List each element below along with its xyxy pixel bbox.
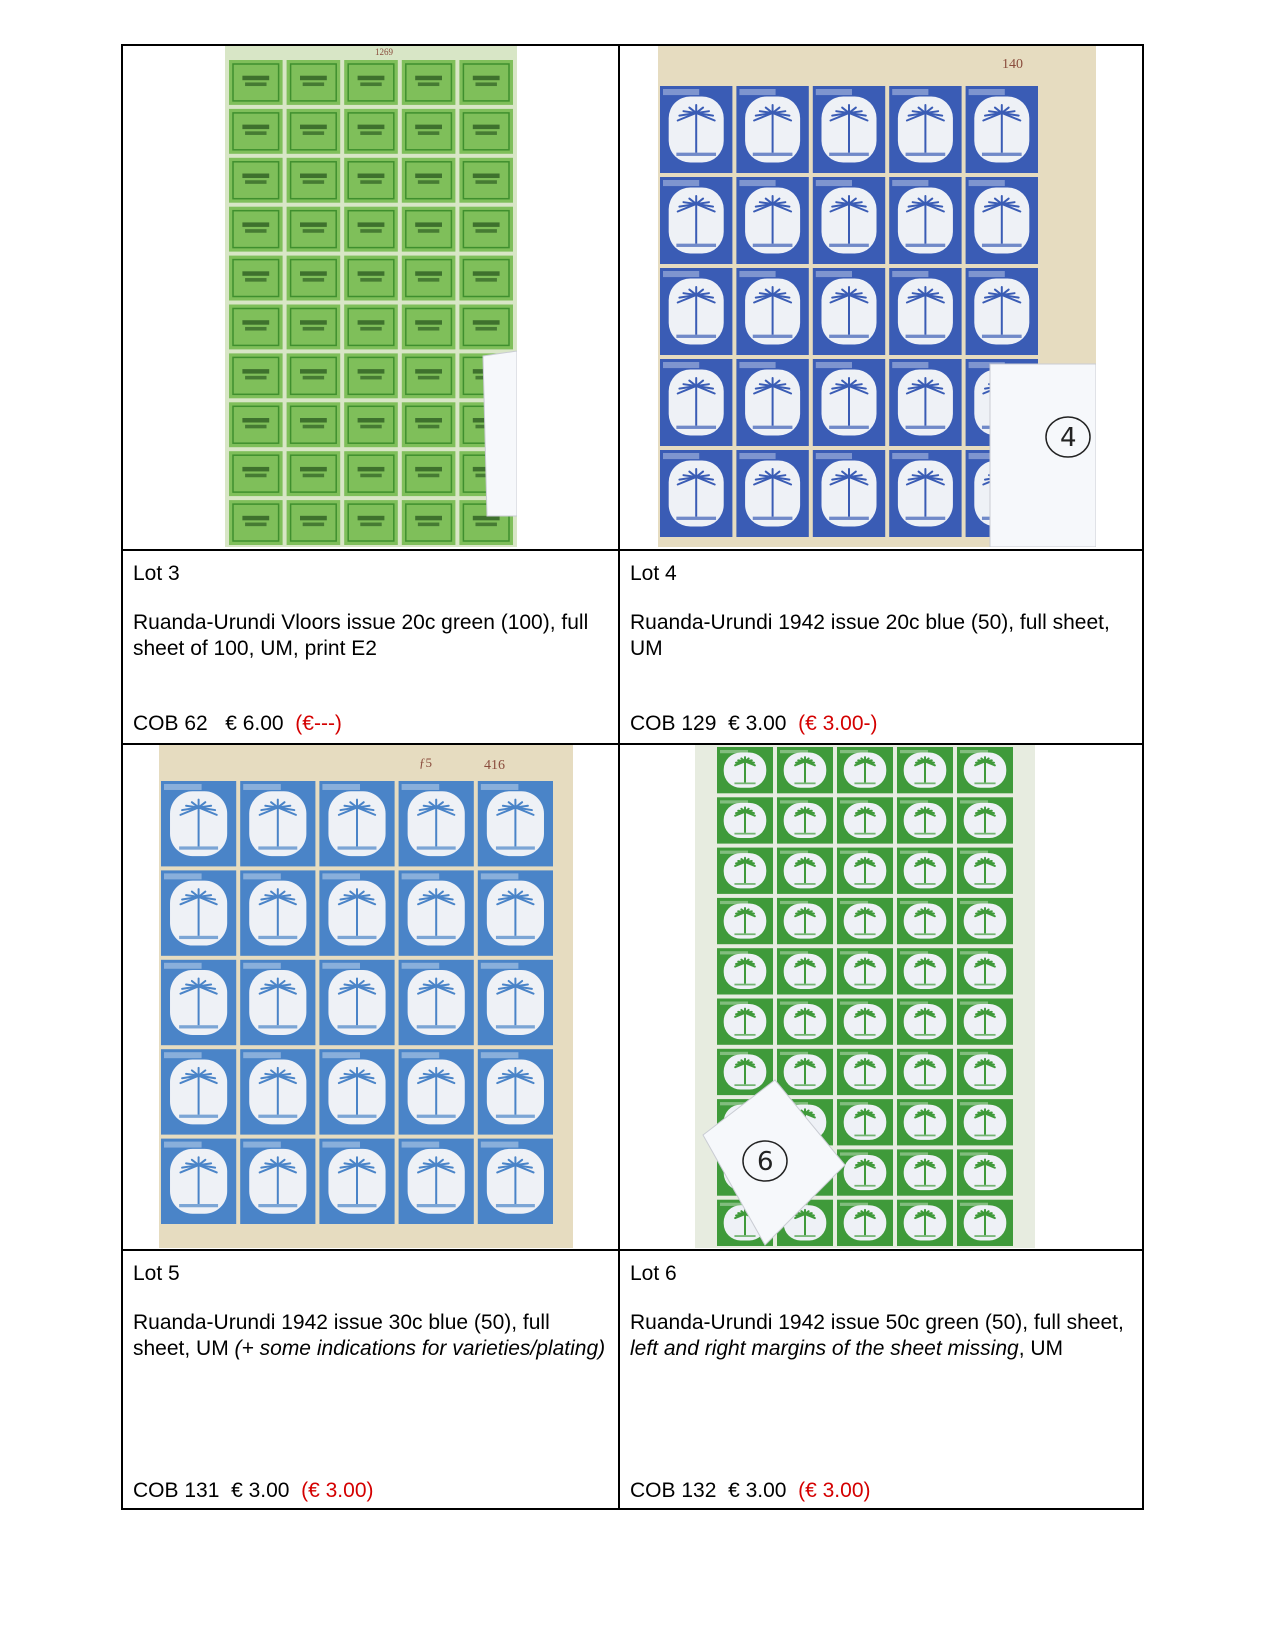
stamp	[229, 353, 283, 398]
stamp	[957, 898, 1013, 944]
price: € 6.00	[225, 712, 284, 735]
stamp	[813, 268, 885, 355]
estimate: (€ 3.00-)	[798, 712, 878, 735]
stamp	[889, 177, 961, 264]
stamp	[777, 1049, 833, 1095]
stamp	[459, 158, 513, 203]
stamp	[660, 450, 732, 537]
lot-4-image-cell	[620, 46, 1144, 549]
sheet-number: ƒ5	[418, 755, 432, 770]
lot-number: Lot 4	[630, 562, 677, 585]
sheet-number: 416	[483, 758, 505, 773]
lot-6-image-cell	[620, 745, 1144, 1249]
stamp	[401, 158, 455, 203]
stamp	[459, 256, 513, 301]
lot-number: Lot 5	[133, 1262, 180, 1285]
stamp	[717, 848, 773, 894]
stamp	[286, 207, 340, 252]
stamp	[398, 1049, 473, 1134]
stamp	[717, 999, 773, 1045]
stamp	[344, 305, 398, 350]
sheet-number: 1269	[374, 47, 393, 57]
stamp	[837, 1149, 893, 1195]
lot-description	[133, 610, 608, 662]
stamp	[459, 109, 513, 154]
stamp	[717, 797, 773, 843]
stamp	[286, 109, 340, 154]
stamp	[398, 960, 473, 1045]
stamp	[459, 60, 513, 105]
stamp	[957, 1099, 1013, 1145]
stamp	[401, 256, 455, 301]
stamp	[837, 1200, 893, 1246]
stamp	[897, 1200, 953, 1246]
stamp	[401, 353, 455, 398]
stamp	[837, 948, 893, 994]
stamp	[286, 256, 340, 301]
stamp	[459, 305, 513, 350]
stamp	[344, 500, 398, 545]
stamp	[660, 177, 732, 264]
stamp	[344, 60, 398, 105]
stamp	[240, 1049, 315, 1134]
stamp	[897, 898, 953, 944]
stamp	[286, 158, 340, 203]
sheet-number: 140	[1002, 57, 1023, 72]
stamp	[344, 451, 398, 496]
stamp	[229, 305, 283, 350]
stamp	[401, 60, 455, 105]
stamp	[957, 948, 1013, 994]
note-slip	[483, 351, 517, 516]
stamp	[477, 870, 552, 955]
stamp	[957, 797, 1013, 843]
description-italic-text: left and right margins of the sheet missing	[630, 1337, 1019, 1360]
stamp	[229, 158, 283, 203]
stamp	[777, 848, 833, 894]
stamp	[966, 177, 1038, 264]
stamp	[240, 870, 315, 955]
stamp	[736, 86, 808, 173]
stamp	[477, 1049, 552, 1134]
stamp	[889, 86, 961, 173]
stamp	[286, 402, 340, 447]
stamp	[319, 1139, 394, 1224]
stamp	[837, 848, 893, 894]
stamp	[229, 109, 283, 154]
stamp	[897, 1049, 953, 1095]
stamp	[889, 450, 961, 537]
stamp	[957, 1049, 1013, 1095]
stamp	[777, 948, 833, 994]
stamp	[777, 999, 833, 1045]
stamp	[897, 797, 953, 843]
stamp	[736, 268, 808, 355]
stamp	[717, 898, 773, 944]
stamp	[736, 450, 808, 537]
stamp	[813, 86, 885, 173]
stamp	[344, 158, 398, 203]
stamp	[161, 1049, 236, 1134]
stamp	[344, 109, 398, 154]
stamp	[897, 1099, 953, 1145]
stamp	[889, 268, 961, 355]
description-text: Ruanda-Urundi 1942 issue 50c green (50), full sheet,	[630, 1311, 1124, 1334]
stamp	[229, 256, 283, 301]
stamp	[837, 898, 893, 944]
stamp	[401, 451, 455, 496]
stamp	[344, 256, 398, 301]
stamp	[777, 797, 833, 843]
stamp	[889, 359, 961, 446]
stamp	[161, 781, 236, 866]
stamp	[319, 960, 394, 1045]
lot-description	[630, 1310, 1134, 1362]
lot-6-stamp-sheet	[695, 745, 1035, 1248]
description-text: Ruanda-Urundi 1942 issue 20c blue (50), full sheet, UM	[630, 611, 1110, 660]
stamp	[477, 960, 552, 1045]
price: € 3.00	[231, 1479, 290, 1502]
stamp	[401, 500, 455, 545]
stamp	[240, 1139, 315, 1224]
stamp	[813, 177, 885, 264]
price-line	[630, 711, 878, 737]
price: € 3.00	[728, 1479, 787, 1502]
price-line	[133, 1478, 374, 1504]
stamp	[957, 747, 1013, 793]
stamp	[286, 500, 340, 545]
stamp	[161, 960, 236, 1045]
stamp	[897, 747, 953, 793]
stamp	[736, 177, 808, 264]
stamp-sheet-image	[159, 745, 573, 1248]
stamp	[240, 781, 315, 866]
stamp	[897, 948, 953, 994]
lot-description	[133, 1310, 608, 1362]
stamp	[286, 305, 340, 350]
cob-number: COB 129	[630, 712, 717, 735]
lot-description	[630, 610, 1134, 662]
note-number: 6	[756, 1147, 774, 1177]
lot-4-stamp-sheet	[658, 46, 1096, 547]
estimate: (€---)	[295, 712, 342, 735]
stamp	[240, 960, 315, 1045]
price-line	[133, 711, 342, 737]
stamp	[161, 1139, 236, 1224]
stamp	[957, 1200, 1013, 1246]
stamp	[837, 999, 893, 1045]
note-slip	[990, 364, 1096, 547]
lot-6-text-cell	[620, 1251, 1144, 1510]
stamp	[957, 1149, 1013, 1195]
stamp	[401, 305, 455, 350]
stamp	[660, 86, 732, 173]
stamp-sheet-image	[695, 745, 1035, 1248]
stamp	[398, 870, 473, 955]
stamp	[837, 747, 893, 793]
stamp	[229, 207, 283, 252]
stamp	[344, 207, 398, 252]
stamp	[229, 451, 283, 496]
stamp	[344, 353, 398, 398]
price-line	[630, 1478, 871, 1504]
stamp	[837, 797, 893, 843]
stamp-sheet-image	[225, 46, 517, 547]
stamp	[660, 268, 732, 355]
stamp	[897, 848, 953, 894]
stamp	[966, 86, 1038, 173]
stamp	[717, 747, 773, 793]
lot-3-image-cell	[123, 46, 618, 549]
price: € 3.00	[728, 712, 787, 735]
stamp	[957, 999, 1013, 1045]
stamp	[897, 1149, 953, 1195]
stamp	[398, 781, 473, 866]
stamp	[286, 60, 340, 105]
lot-4-text-cell	[620, 551, 1144, 743]
stamp	[717, 948, 773, 994]
stamp	[957, 848, 1013, 894]
stamp	[813, 450, 885, 537]
stamp	[966, 268, 1038, 355]
stamp	[286, 353, 340, 398]
lot-3-stamp-sheet	[225, 46, 517, 547]
lot-5-text-cell	[123, 1251, 618, 1510]
stamp	[229, 402, 283, 447]
stamp	[319, 1049, 394, 1134]
lot-number: Lot 3	[133, 562, 180, 585]
stamp	[286, 451, 340, 496]
lot-table	[121, 44, 1144, 1510]
lot-5-stamp-sheet	[159, 745, 573, 1248]
cob-number: COB 132	[630, 1479, 717, 1502]
stamp	[777, 898, 833, 944]
description-text: Ruanda-Urundi Vloors issue 20c green (100), full sheet of 100, UM, print E2	[133, 611, 589, 660]
lot-number: Lot 6	[630, 1262, 677, 1285]
stamp	[229, 60, 283, 105]
estimate: (€ 3.00)	[798, 1479, 871, 1502]
stamp-sheet-image	[658, 46, 1096, 547]
stamp	[897, 999, 953, 1045]
stamp	[813, 359, 885, 446]
description-text: Ruanda-Urundi 1942 issue 30c blue (50), full sheet, UM	[133, 1311, 550, 1360]
description-italic-text: (+ some indications for varieties/plating)	[234, 1337, 606, 1360]
stamp	[477, 781, 552, 866]
note-number: 4	[1060, 423, 1077, 453]
stamp	[401, 109, 455, 154]
stamp	[344, 402, 398, 447]
stamp	[477, 1139, 552, 1224]
stamp	[459, 207, 513, 252]
stamp	[229, 500, 283, 545]
estimate: (€ 3.00)	[301, 1479, 374, 1502]
description-text: , UM	[1018, 1337, 1064, 1360]
stamp	[777, 747, 833, 793]
cob-number: COB 62	[133, 712, 208, 735]
stamp	[837, 1099, 893, 1145]
stamp	[401, 207, 455, 252]
lot-5-image-cell	[123, 745, 618, 1249]
stamp	[660, 359, 732, 446]
stamp	[398, 1139, 473, 1224]
stamp	[319, 870, 394, 955]
stamp	[837, 1049, 893, 1095]
cob-number: COB 131	[133, 1479, 220, 1502]
lot-3-text-cell	[123, 551, 618, 743]
stamp	[319, 781, 394, 866]
stamp	[401, 402, 455, 447]
stamp	[161, 870, 236, 955]
stamp	[736, 359, 808, 446]
